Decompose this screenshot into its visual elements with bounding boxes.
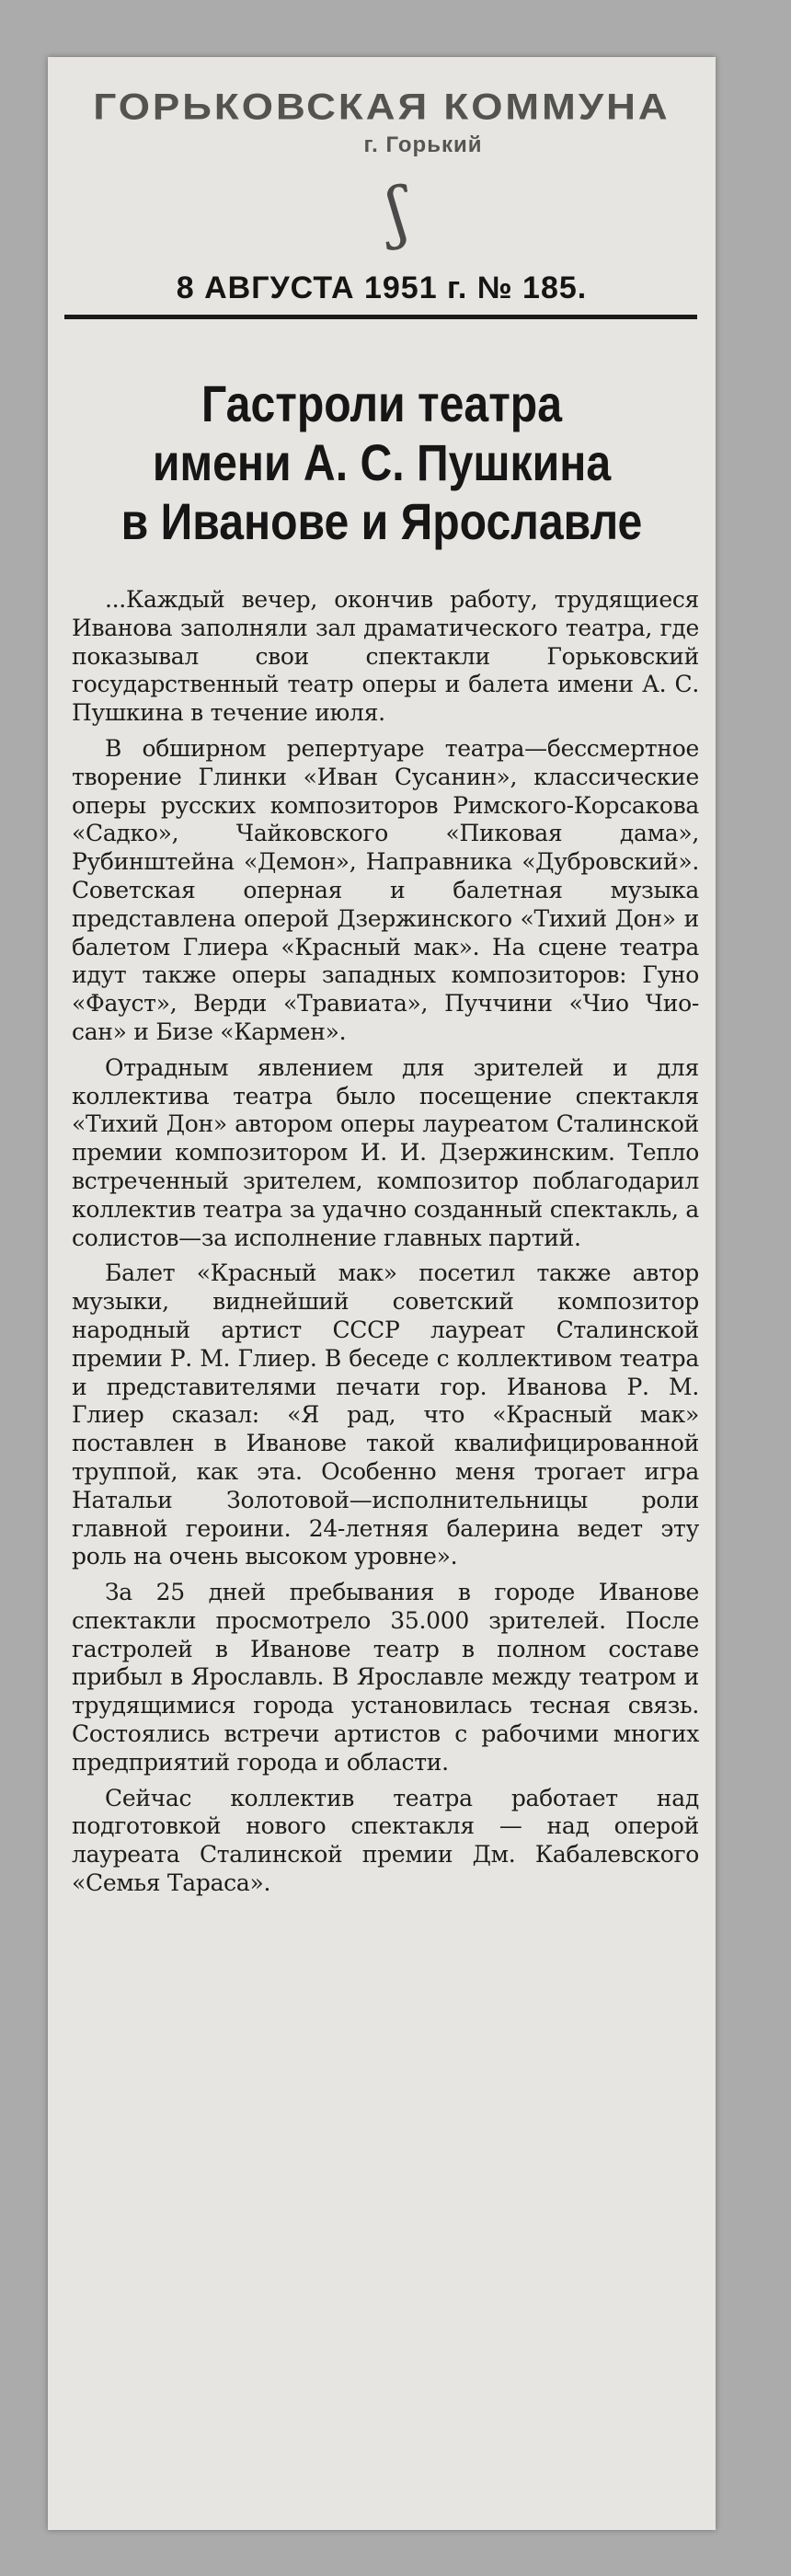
article-paragraph: Сейчас коллектив театра работает над подготовкой нового спектакля — над оперой лауреата Сталинской премии Дм. Кабалевского «Семья Тараса». [72,1784,699,1897]
newspaper-clipping [48,57,716,2530]
stamp-paper-name: ГОРЬКОВСКАЯ КОММУНА [93,86,671,128]
headline-line-1: Гастроли театра [201,374,562,432]
header-rule [64,315,697,319]
article-headline [110,374,653,551]
article-paragraph: В обширном репертуаре театра—бессмертное творение Глинки «Иван Сусанин», классические оперы русских композиторов Римского-Корсакова «Садко», Чайковского «Пиковая дама», Рубинштейна «Демон», Направника «Дубровский». Советская оперная и балетная музыка представлена оперой Дзержинского «Тихий Дон» и балетом Глиера «Красный мак». На сцене театра идут также оперы западных композиторов: Гуно «Фауст», Верди «Травиата», Пуччини «Чио Чио-сан» и Бизе «Кармен». [72,734,699,1045]
article-paragraph: Отрадным явлением для зрителей и для коллектива театра было посещение спектакля «Тихий Дон» автором оперы лауреатом Сталинской премии композитором И. И. Дзержинским. Тепло встреченный зрителем, композитор поблагодарил коллектив театра за удачно созданный спектакль, а солистов—за исполнение главных партий. [72,1053,699,1251]
article-paragraph: ...Каждый вечер, окончив работу, трудящиеся Иванова заполняли зал драматического театра, где показывал свои спектакли Горьковский государственный театр оперы и балета имени А. С. Пушкина в течение июля. [72,586,699,727]
article-body [72,586,699,1905]
article-paragraph: Балет «Красный мак» посетил также автор музыки, виднейший советский композитор народный артист СССР лауреат Сталинской премии Р. М. Глиер. В беседе с коллективом театра и представителями печати гор. Иванова Р. М. Глиер сказал: «Я рад, что «Красный мак» поставлен в Иванове такой квалифицированной труппой, как эта. Особенно меня трогает игра Натальи Золотовой—исполнительницы роли главной героини. 24-летняя балерина ведет эту роль на очень высоком уровне». [72,1259,699,1570]
handwritten-mark: ʃ [383,172,412,251]
stamp-city: г. Горький [363,132,483,157]
headline-line-3: в Иванове и Ярославле [120,492,643,550]
headline-line-2: имени А. С. Пушкина [152,433,612,491]
article-paragraph: За 25 дней пребывания в городе Иванове спектакли просмотрело 35.000 зрителей. После гастролей в Иванове театр в полном составе прибыл в Ярославль. В Ярославле между театром и трудящимися города установилась тесная связь. Состоялись встречи артистов с рабочими многих предприятий города и области. [72,1579,699,1776]
issue-dateline: 8 АВГУСТА 1951 г. № 185. [176,270,588,305]
